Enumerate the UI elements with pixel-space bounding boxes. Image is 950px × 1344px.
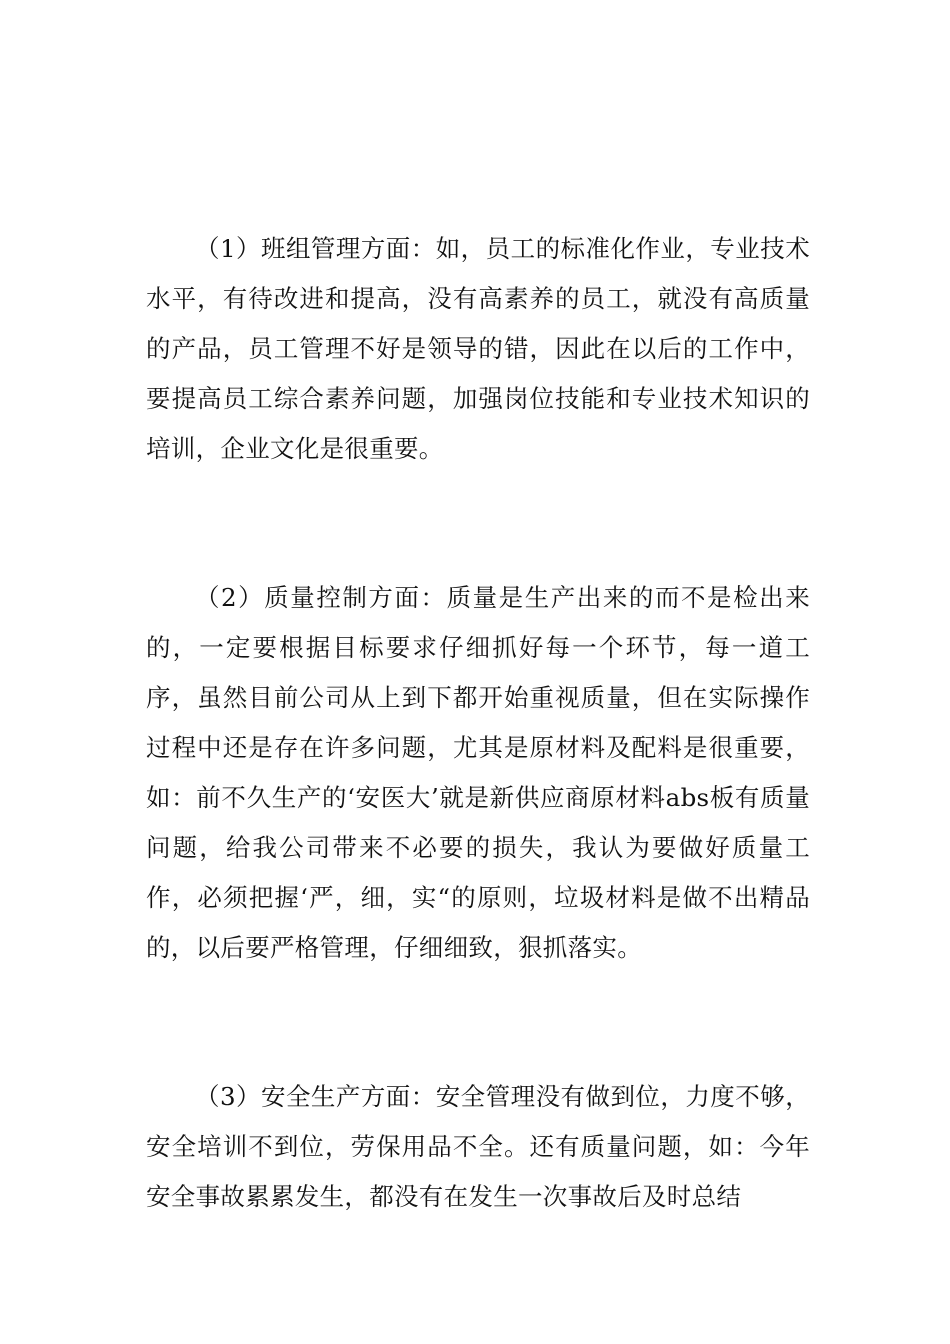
paragraph-safety-production: （3）安全生产方面：安全管理没有做到位，力度不够，安全培训不到位，劳保用品不全。还有质量问题，如：今年安全事故累累发生，都没有在发生一次事故后及时总结 [146, 1082, 810, 1211]
paragraph-quality-control: （2）质量控制方面：质量是生产出来的而不是检出来的，一定要根据目标要求仔细抓好每一个环节，每一道工序，虽然目前公司从上到下都开始重视质量，但在实际操作过程中还是存在许多问题，尤其是原材料及配料是很重要，如：前不久生产的‘安医大’就是新供应商原材料abs板有质量问题，给我公司带来不必要的损失，我认为要做好质量工作，必须把握‘严，细，实“的原则，垃圾材料是做不出精品的，以后要严格管理，仔细细致，狠抓落实。 [146, 583, 810, 962]
paragraph-team-management: （1）班组管理方面：如，员工的标准化作业，专业技术水平，有待改进和提高，没有高素养的员工，就没有高质量的产品，员工管理不好是领导的错，因此在以后的工作中，要提高员工综合素养问题，加强岗位技能和专业技术知识的培训，企业文化是很重要。 [146, 234, 810, 463]
